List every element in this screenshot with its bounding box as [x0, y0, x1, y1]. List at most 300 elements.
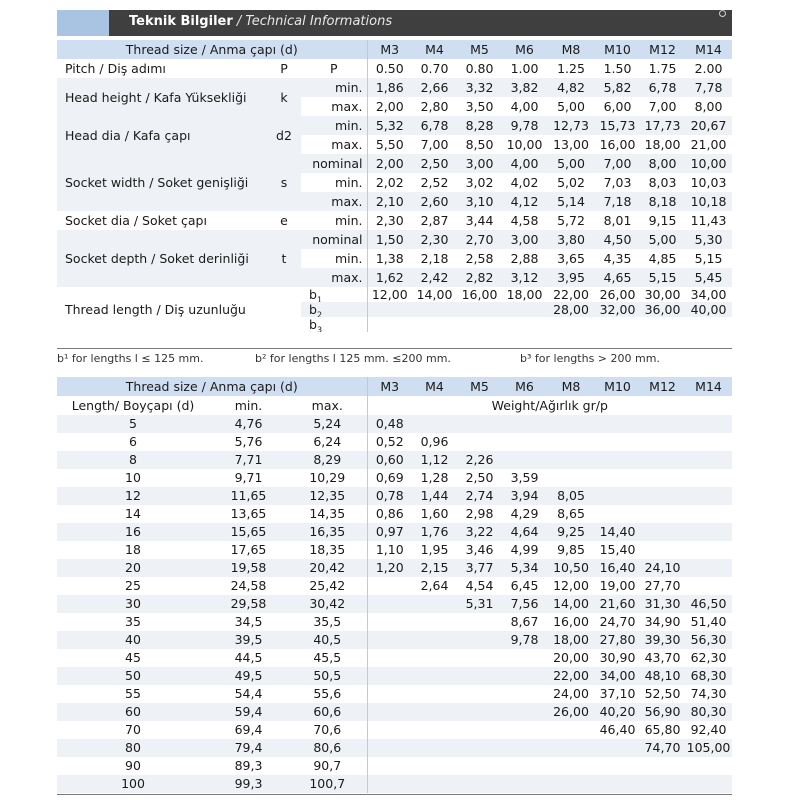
weight-cell: 24,70 — [595, 613, 640, 631]
size-header-m14: M14 — [685, 40, 732, 59]
weight-cell: 14,00 — [547, 595, 595, 613]
weight-cell — [595, 757, 640, 775]
socket-dia-symbol: e — [267, 211, 301, 230]
weight-cell: 74,30 — [685, 685, 732, 703]
value-cell: 7,78 — [685, 78, 732, 97]
weight-cell — [457, 775, 502, 793]
length-cell: 20 — [57, 559, 209, 577]
size-header-m5: M5 — [457, 40, 502, 59]
min-cell: 89,3 — [209, 757, 288, 775]
weight-cell — [685, 469, 732, 487]
weight-cell: 105,00 — [686, 740, 731, 755]
max-cell: 14,35 — [288, 505, 367, 523]
b-index: 2 — [316, 310, 323, 317]
weight-cell: 46,50 — [685, 595, 732, 613]
weight-cell: 74,70 — [640, 739, 685, 757]
weight-cell: 20,00 — [547, 649, 595, 667]
weight-cell — [457, 703, 502, 721]
table-row — [57, 487, 732, 505]
value-cell — [547, 317, 595, 332]
value-cell — [502, 317, 547, 332]
head-height-row — [57, 78, 732, 97]
weight-cell: 92,40 — [685, 721, 732, 739]
weight-cell: 27,70 — [640, 577, 685, 595]
weight-cell — [595, 433, 640, 451]
weight-cell: 0,86 — [367, 505, 412, 523]
length-cell: 90 — [57, 757, 209, 775]
size-header-m10: M10 — [595, 377, 640, 396]
value-cell: 22,00 — [547, 287, 595, 302]
weight-subheader-row — [57, 396, 732, 415]
value-cell: 2.00 — [685, 59, 732, 78]
thread-size-header: Thread size / Anma çapı (d) — [57, 40, 367, 59]
min-cell: 79,4 — [209, 739, 288, 757]
value-cell: 4,12 — [502, 192, 547, 211]
size-header-m14: M14 — [685, 377, 732, 396]
footnote-b1: b¹ for lengths l ≤ 125 mm. — [57, 352, 204, 365]
value-cell: 2,18 — [412, 249, 457, 268]
weight-cell — [412, 631, 457, 649]
weight-cell — [547, 451, 595, 469]
weight-cell — [685, 757, 732, 775]
weight-cell: 0,60 — [367, 451, 412, 469]
weight-cell: 2,74 — [457, 487, 502, 505]
weight-cell — [595, 739, 640, 757]
weight-cell: 2,98 — [457, 505, 502, 523]
length-cell: 80 — [57, 739, 209, 757]
value-cell: 4,58 — [502, 211, 547, 230]
max-cell: 40,5 — [288, 631, 367, 649]
weight-cell: 19,00 — [595, 577, 640, 595]
weight-cell: 56,90 — [640, 703, 685, 721]
min-cell: 54,4 — [209, 685, 288, 703]
banner-color-swatch — [57, 10, 109, 36]
value-cell: 14,00 — [412, 287, 457, 302]
weight-cell: 46,40 — [595, 721, 640, 739]
socket-dia-label: Socket dia / Soket çapı — [57, 211, 267, 230]
max-cell: 20,42 — [288, 559, 367, 577]
weight-cell — [685, 451, 732, 469]
size-header-m6: M6 — [502, 377, 547, 396]
weight-cell: 0,48 — [367, 415, 412, 433]
weight-cell — [547, 469, 595, 487]
length-cell: 70 — [57, 721, 209, 739]
max-cell: 10,29 — [288, 469, 367, 487]
value-cell: 3,65 — [547, 249, 595, 268]
min-cell: 39,5 — [209, 631, 288, 649]
weight-cell: 3,59 — [502, 469, 547, 487]
socket-depth-sub: nominal — [301, 230, 367, 249]
max-cell: 80,6 — [288, 739, 367, 757]
weight-cell — [412, 703, 457, 721]
value-cell: 8,01 — [595, 211, 640, 230]
weight-cell — [685, 523, 732, 541]
weight-cell — [412, 595, 457, 613]
value-cell: 10,18 — [685, 192, 732, 211]
value-cell: 2,02 — [367, 173, 412, 192]
weight-cell — [367, 739, 412, 757]
weight-cell — [367, 775, 412, 793]
thread-length-symbol — [301, 287, 367, 302]
technical-data-body — [57, 40, 732, 332]
value-cell: 5,82 — [595, 78, 640, 97]
weight-cell — [502, 415, 547, 433]
table-row — [57, 721, 732, 739]
weight-cell: 21,60 — [595, 595, 640, 613]
banner-title — [129, 14, 392, 29]
value-cell: 5,50 — [367, 135, 412, 154]
value-cell: 40,00 — [685, 302, 732, 317]
value-cell: 1,62 — [367, 268, 412, 287]
value-cell: 18,00 — [640, 135, 685, 154]
socket-dia-sub: min. — [301, 211, 367, 230]
weight-cell — [640, 757, 685, 775]
value-cell: 3,32 — [457, 78, 502, 97]
value-cell: 28,00 — [547, 302, 595, 317]
table-row — [57, 451, 732, 469]
value-cell: 5,14 — [547, 192, 595, 211]
table-row — [57, 667, 732, 685]
weight-cell — [502, 649, 547, 667]
weight-cell — [412, 721, 457, 739]
value-cell: 3,80 — [547, 230, 595, 249]
value-cell: 1,50 — [367, 230, 412, 249]
value-cell: 4,50 — [595, 230, 640, 249]
min-cell: 49,5 — [209, 667, 288, 685]
table-row — [57, 685, 732, 703]
weight-cell: 14,40 — [595, 523, 640, 541]
size-header-m3: M3 — [367, 377, 412, 396]
min-cell: 44,5 — [209, 649, 288, 667]
weight-cell — [547, 721, 595, 739]
weight-cell — [685, 505, 732, 523]
value-cell: 2,87 — [412, 211, 457, 230]
value-cell: 12,00 — [367, 287, 412, 302]
length-cell: 25 — [57, 577, 209, 595]
value-cell — [367, 302, 412, 317]
length-header: Length/ Boyçapı (d) — [57, 396, 209, 415]
weight-cell: 16,00 — [547, 613, 595, 631]
value-cell: 0.80 — [457, 59, 502, 78]
weight-cell: 2,15 — [412, 559, 457, 577]
value-cell — [685, 317, 732, 332]
length-cell: 12 — [57, 487, 209, 505]
head-dia-sub: min. — [301, 116, 367, 135]
size-header-m3: M3 — [367, 40, 412, 59]
footnote-b3: b³ for lengths > 200 mm. — [520, 352, 660, 365]
weight-cell: 30,90 — [595, 649, 640, 667]
value-cell: 5,72 — [547, 211, 595, 230]
head-height-sub: max. — [301, 97, 367, 116]
weight-cell — [640, 487, 685, 505]
value-cell: 7,00 — [412, 135, 457, 154]
min-cell: 11,65 — [209, 487, 288, 505]
weight-cell — [412, 649, 457, 667]
weight-cell — [685, 433, 732, 451]
value-cell — [367, 317, 412, 332]
weight-cell — [457, 739, 502, 757]
weight-cell: 16,40 — [595, 559, 640, 577]
size-header-m8: M8 — [547, 40, 595, 59]
weight-cell — [367, 577, 412, 595]
weight-cell — [412, 415, 457, 433]
length-cell: 45 — [57, 649, 209, 667]
weight-cell: 10,50 — [547, 559, 595, 577]
value-cell: 2,30 — [367, 211, 412, 230]
weight-cell: 24,10 — [640, 559, 685, 577]
thread-size-header: Thread size / Anma çapı (d) — [57, 377, 367, 396]
max-cell: 12,35 — [288, 487, 367, 505]
length-cell: 5 — [57, 415, 209, 433]
weight-cell: 1,44 — [412, 487, 457, 505]
value-cell: 1.75 — [640, 59, 685, 78]
value-cell: 1.00 — [502, 59, 547, 78]
value-cell — [595, 317, 640, 332]
weight-cell — [367, 703, 412, 721]
min-cell: 34,5 — [209, 613, 288, 631]
pitch-sub: P — [301, 59, 367, 78]
weight-cell: 4,54 — [457, 577, 502, 595]
value-cell: 5,00 — [640, 230, 685, 249]
weight-cell — [547, 757, 595, 775]
weight-cell: 0,52 — [367, 433, 412, 451]
weight-cell — [367, 613, 412, 631]
divider — [57, 348, 732, 349]
max-cell: 100,7 — [288, 775, 367, 793]
value-cell: 13,00 — [547, 135, 595, 154]
length-cell: 18 — [57, 541, 209, 559]
weight-cell: 8,05 — [547, 487, 595, 505]
section-banner — [57, 10, 732, 36]
min-cell: 69,4 — [209, 721, 288, 739]
value-cell: 1.50 — [595, 59, 640, 78]
table-row — [57, 415, 732, 433]
value-cell: 10,03 — [685, 173, 732, 192]
weight-cell — [640, 775, 685, 793]
b-index: 3 — [316, 325, 323, 332]
weight-header-row — [57, 377, 732, 396]
value-cell: 5,15 — [685, 249, 732, 268]
value-cell: 2,60 — [412, 192, 457, 211]
size-header-m10: M10 — [595, 40, 640, 59]
value-cell: 3,10 — [457, 192, 502, 211]
size-header-m12: M12 — [640, 40, 685, 59]
weight-cell: 7,56 — [502, 595, 547, 613]
weight-cell — [640, 523, 685, 541]
max-cell: 55,6 — [288, 685, 367, 703]
table-row — [57, 631, 732, 649]
min-cell: 4,76 — [209, 415, 288, 433]
value-cell: 10,00 — [685, 154, 732, 173]
weight-cell — [457, 685, 502, 703]
max-header: max. — [288, 396, 367, 415]
length-cell: 60 — [57, 703, 209, 721]
value-cell: 2,10 — [367, 192, 412, 211]
table-row — [57, 757, 732, 775]
length-cell: 55 — [57, 685, 209, 703]
table-row — [57, 541, 732, 559]
head-dia-symbol: d2 — [267, 116, 301, 154]
weight-cell: 34,90 — [640, 613, 685, 631]
value-cell: 3,12 — [502, 268, 547, 287]
weight-table-body — [57, 377, 732, 793]
weight-cell — [412, 613, 457, 631]
weight-cell: 48,10 — [640, 667, 685, 685]
value-cell: 9,78 — [502, 116, 547, 135]
max-cell: 16,35 — [288, 523, 367, 541]
value-cell: 8,03 — [640, 173, 685, 192]
weight-cell: 1,28 — [412, 469, 457, 487]
weight-cell — [502, 667, 547, 685]
value-cell — [412, 302, 457, 317]
socket-depth-sub: min. — [301, 249, 367, 268]
footnote-b2: b² for lengths l 125 mm. ≤200 mm. — [255, 352, 451, 365]
socket-width-row — [57, 154, 732, 173]
weight-cell: 0,97 — [367, 523, 412, 541]
weight-cell — [640, 451, 685, 469]
weight-cell — [502, 757, 547, 775]
weight-cell — [457, 649, 502, 667]
weight-cell: 18,00 — [547, 631, 595, 649]
weight-cell — [547, 415, 595, 433]
weight-cell: 1,76 — [412, 523, 457, 541]
weight-cell — [502, 685, 547, 703]
size-header-m6: M6 — [502, 40, 547, 59]
value-cell: 16,00 — [457, 287, 502, 302]
weight-cell — [457, 721, 502, 739]
technical-data-table — [57, 40, 733, 332]
value-cell: 18,00 — [502, 287, 547, 302]
max-cell: 50,5 — [288, 667, 367, 685]
weight-cell — [457, 667, 502, 685]
weight-cell — [367, 631, 412, 649]
min-cell: 15,65 — [209, 523, 288, 541]
weight-cell: 34,00 — [595, 667, 640, 685]
table-row — [57, 613, 732, 631]
weight-cell: 2,50 — [457, 469, 502, 487]
value-cell: 2,30 — [412, 230, 457, 249]
size-header-m12: M12 — [640, 377, 685, 396]
weight-cell: 24,00 — [547, 685, 595, 703]
weight-cell: 1,10 — [367, 541, 412, 559]
value-cell: 30,00 — [640, 287, 685, 302]
value-cell: 3,95 — [547, 268, 595, 287]
weight-cell: 40,20 — [595, 703, 640, 721]
weight-cell — [502, 703, 547, 721]
weight-cell — [502, 739, 547, 757]
weight-cell: 4,29 — [502, 505, 547, 523]
pitch-label: Pitch / Diş adımı — [57, 59, 267, 78]
weight-cell — [412, 739, 457, 757]
value-cell: 0.50 — [367, 59, 412, 78]
weight-cell: 27,80 — [595, 631, 640, 649]
max-cell: 90,7 — [288, 757, 367, 775]
weight-cell: 0,69 — [367, 469, 412, 487]
min-header: min. — [209, 396, 288, 415]
max-cell: 18,35 — [288, 541, 367, 559]
size-header-m8: M8 — [547, 377, 595, 396]
weight-cell — [640, 541, 685, 559]
length-cell: 35 — [57, 613, 209, 631]
weight-cell — [367, 595, 412, 613]
value-cell: 4,65 — [595, 268, 640, 287]
head-height-symbol: k — [267, 78, 301, 116]
length-cell: 30 — [57, 595, 209, 613]
value-cell — [502, 302, 547, 317]
weight-cell: 2,26 — [457, 451, 502, 469]
weight-cell — [685, 415, 732, 433]
weight-cell: 2,64 — [412, 577, 457, 595]
value-cell: 5,15 — [640, 268, 685, 287]
table-row — [57, 739, 732, 757]
value-cell: 1,38 — [367, 249, 412, 268]
min-cell: 9,71 — [209, 469, 288, 487]
value-cell: 34,00 — [685, 287, 732, 302]
value-cell: 2,80 — [412, 97, 457, 116]
weight-cell: 5,34 — [502, 559, 547, 577]
value-cell: 3,82 — [502, 78, 547, 97]
value-cell: 11,43 — [685, 211, 732, 230]
head-height-label: Head height / Kafa Yüksekliği — [57, 78, 267, 116]
table-row — [57, 505, 732, 523]
size-header-m4: M4 — [412, 377, 457, 396]
value-cell: 3,50 — [457, 97, 502, 116]
weight-cell: 65,80 — [640, 721, 685, 739]
max-cell: 45,5 — [288, 649, 367, 667]
max-cell: 5,24 — [288, 415, 367, 433]
value-cell: 32,00 — [595, 302, 640, 317]
value-cell — [457, 317, 502, 332]
max-cell: 60,6 — [288, 703, 367, 721]
table-row — [57, 649, 732, 667]
socket-depth-symbol: t — [267, 230, 301, 287]
b-symbol: b — [309, 317, 317, 332]
weight-cell: 9,85 — [547, 541, 595, 559]
head-dia-row — [57, 116, 732, 135]
value-cell: 16,00 — [595, 135, 640, 154]
b-symbol: b — [309, 287, 317, 302]
weight-cell: 6,45 — [502, 577, 547, 595]
weight-cell — [547, 433, 595, 451]
min-cell: 13,65 — [209, 505, 288, 523]
value-cell: 5,02 — [547, 173, 595, 192]
socket-width-sub: max. — [301, 192, 367, 211]
weight-cell: 9,78 — [502, 631, 547, 649]
socket-depth-sub: max. — [301, 268, 367, 287]
size-header-m5: M5 — [457, 377, 502, 396]
value-cell: 4,00 — [502, 97, 547, 116]
weight-cell: 1,12 — [412, 451, 457, 469]
thread-length-label: Thread length / Diş uzunluğu — [57, 287, 301, 332]
weight-cell: 31,30 — [640, 595, 685, 613]
value-cell: 7,00 — [595, 154, 640, 173]
max-cell: 35,5 — [288, 613, 367, 631]
weight-cell — [685, 487, 732, 505]
table-row — [57, 775, 732, 793]
weight-cell: 4,99 — [502, 541, 547, 559]
table-row — [57, 433, 732, 451]
weight-cell — [412, 667, 457, 685]
min-cell: 29,58 — [209, 595, 288, 613]
table-row — [57, 523, 732, 541]
value-cell: 1,86 — [367, 78, 412, 97]
value-cell: 2,66 — [412, 78, 457, 97]
value-cell: 8,28 — [457, 116, 502, 135]
value-cell: 17,73 — [640, 116, 685, 135]
weight-cell — [457, 415, 502, 433]
weight-cell — [412, 757, 457, 775]
weight-cell — [685, 541, 732, 559]
